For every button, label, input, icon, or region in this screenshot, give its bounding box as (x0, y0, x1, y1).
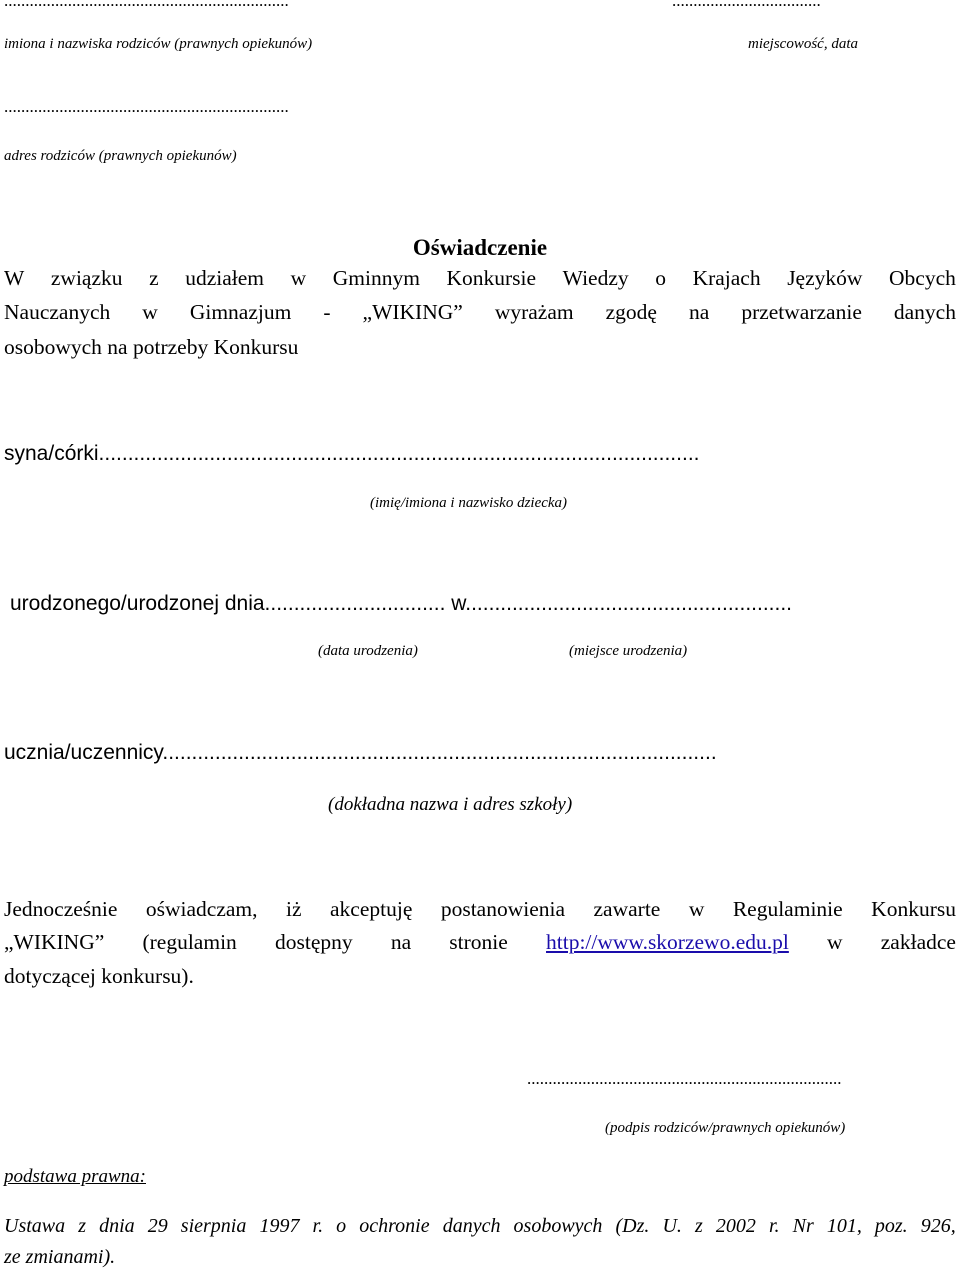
word: o (655, 266, 666, 290)
word: wyrażam (494, 300, 574, 324)
child-name-field: syna/córki....................................................................................................... (4, 442, 700, 465)
word: Jednocześnie (4, 897, 118, 921)
declaration-line-3: osobowych na potrzeby Konkursu (4, 335, 299, 359)
word: danych (442, 1215, 501, 1237)
word: z (149, 266, 159, 290)
school-dots: ............................................................................................... (162, 741, 717, 764)
acceptance-line-2 (4, 930, 956, 955)
word: Wiedzy (562, 266, 629, 290)
word: związku (50, 266, 123, 290)
acceptance-line-1 (4, 897, 956, 922)
word: danych (893, 300, 956, 324)
regulations-link[interactable]: http://www.skorzewo.edu.pl (546, 930, 789, 954)
birth-in-label: w (445, 592, 466, 615)
address-line: ................................................................... (4, 97, 289, 116)
word: Regulaminie (732, 897, 843, 921)
parents-names-caption: imiona i nazwiska rodziców (prawnych opiekunów) (4, 36, 313, 52)
word: sierpnia (180, 1215, 247, 1237)
word: z (78, 1215, 86, 1237)
word: Gminnym (332, 266, 420, 290)
word: postanowienia (440, 897, 566, 921)
word: ochronie (359, 1215, 430, 1237)
school-label: ucznia/uczennicy (4, 741, 163, 764)
word: 926, (920, 1215, 956, 1237)
acceptance-word: (regulamin (142, 930, 237, 954)
word: Ustawa (4, 1215, 66, 1237)
word: Nr (792, 1215, 814, 1237)
declaration-title: Oświadczenie (412, 235, 548, 260)
acceptance-word: dostępny (274, 930, 353, 954)
word: na (689, 300, 710, 324)
school-field (4, 741, 717, 765)
word: W (4, 266, 25, 290)
word: Krajach (692, 266, 761, 290)
word: akceptuję (330, 897, 413, 921)
word: Konkursie (446, 266, 537, 290)
word: z (695, 1215, 703, 1237)
word: Konkursu (871, 897, 956, 921)
word: o (336, 1215, 347, 1237)
word: w (688, 897, 705, 921)
word: r. (768, 1215, 780, 1237)
birth-field (10, 592, 792, 616)
word: 2002 (715, 1215, 756, 1237)
word: U. (662, 1215, 682, 1237)
parents-names-line: ................................................................... (4, 0, 289, 10)
legal-basis-line-1 (4, 1215, 956, 1238)
word: - (323, 300, 331, 324)
word: udziałem (185, 266, 265, 290)
word: iż (286, 897, 302, 921)
word: dnia (99, 1215, 135, 1237)
signature-caption: (podpis rodziców/prawnych opiekunów) (605, 1120, 846, 1136)
declaration-line-1 (4, 266, 956, 291)
word: w (290, 266, 307, 290)
birth-date-caption: (data urodzenia) (318, 643, 418, 659)
acceptance-line-3: dotyczącej konkursu). (4, 964, 194, 988)
acceptance-word: zakładce (880, 930, 956, 954)
legal-basis-heading: podstawa prawna: (4, 1166, 146, 1187)
word: zawarte (593, 897, 661, 921)
word: 29 (147, 1215, 168, 1237)
word: poz. (874, 1215, 908, 1237)
birth-place-caption: (miejsce urodzenia) (569, 643, 688, 659)
word: r. (312, 1215, 324, 1237)
word: Gimnazjum (189, 300, 292, 324)
word: osobowych (513, 1215, 603, 1237)
word: „WIKING” (362, 300, 463, 324)
acceptance-word: na (390, 930, 412, 954)
word: w (142, 300, 158, 324)
acceptance-word: stronie (449, 930, 508, 954)
declaration-line-2 (4, 300, 956, 325)
word: Obcych (889, 266, 956, 290)
acceptance-word: „WIKING” (4, 930, 105, 954)
word: (Dz. (615, 1215, 650, 1237)
birth-place-dots: ........................................................ (465, 592, 792, 615)
word: 1997 (259, 1215, 300, 1237)
school-caption: (dokładna nazwa i adres szkoły) (328, 794, 573, 815)
child-name-caption: (imię/imiona i nazwisko dziecka) (370, 495, 568, 511)
signature-line: .......................................................................... (527, 1069, 842, 1088)
legal-basis-line-2: ze zmianami). (4, 1246, 116, 1268)
word: oświadczam, (145, 897, 258, 921)
place-date-caption: miejscowość, data (748, 36, 858, 52)
acceptance-word: w (827, 930, 843, 954)
word: Nauczanych (4, 300, 111, 324)
word: zgodę (605, 300, 657, 324)
word: Języków (787, 266, 863, 290)
place-date-line: ................................... (672, 0, 821, 10)
word: 101, (826, 1215, 862, 1237)
birth-date-dots: ............................... (264, 592, 446, 615)
word: przetwarzanie (741, 300, 862, 324)
birth-label: urodzonego/urodzonej dnia (10, 592, 265, 615)
address-caption: adres rodziców (prawnych opiekunów) (4, 148, 237, 164)
